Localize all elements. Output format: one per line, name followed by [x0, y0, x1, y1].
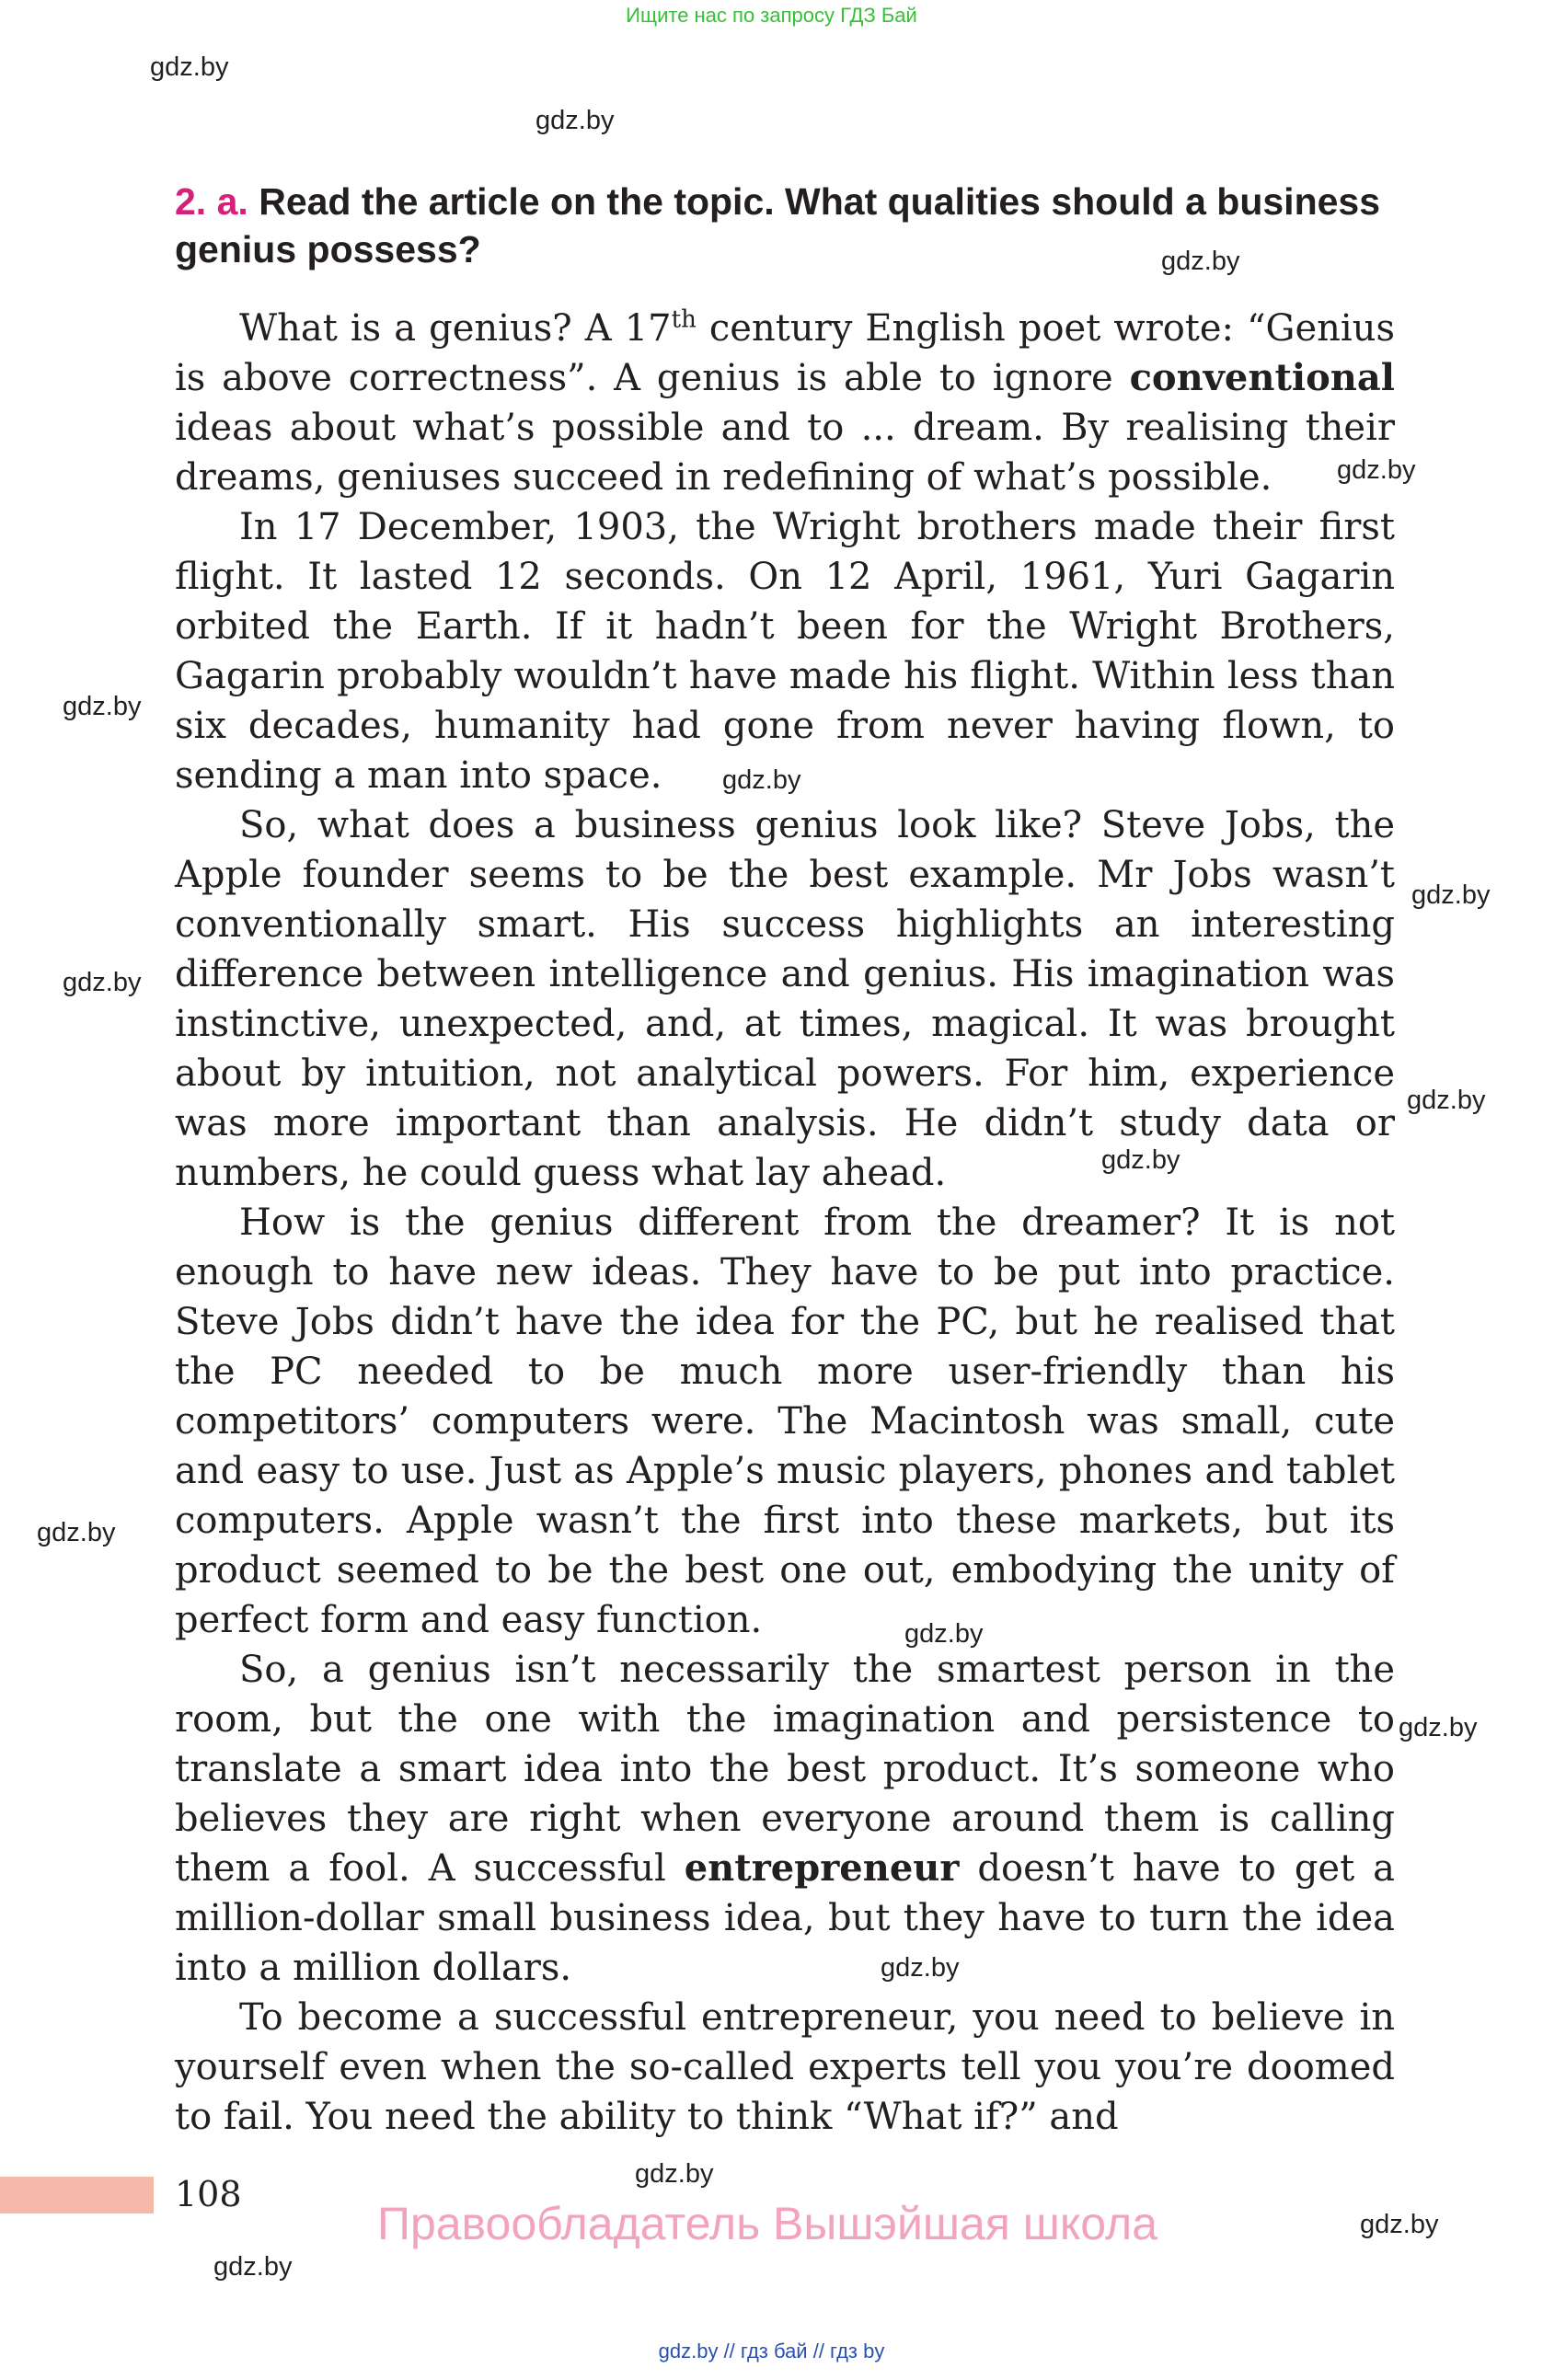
task-heading	[175, 178, 1426, 273]
page-margin-bar	[0, 2177, 154, 2213]
watermark: gdz.by	[881, 1953, 960, 1983]
watermark: gdz.by	[1161, 247, 1240, 276]
task-letter: a.	[216, 180, 248, 223]
p1-superscript: th	[671, 305, 697, 334]
article-paragraph-5	[175, 1645, 1395, 1993]
p5-text-a: So, a genius isn’t necessarily the smartest person in the room, but the one with the imagination and persistence to translate a smart idea into the best product. It’s someone who believes they are right when everyone around them is calling them a fool. A successful	[175, 1649, 1395, 1890]
task-text: Read the article on the topic. What qualities should a business genius possess?	[175, 180, 1381, 270]
watermark: gdz.by	[1399, 1713, 1478, 1742]
watermark: gdz.by	[635, 2159, 714, 2189]
task-number: 2.	[175, 180, 207, 223]
keyword-conventional: conventional	[1129, 356, 1395, 399]
bottom-links[interactable]: gdz.by // гдз бай // гдз by	[658, 2340, 885, 2363]
page-number: 108	[175, 2174, 242, 2214]
p1-text-a: What is a genius? A 17	[239, 307, 672, 350]
watermark: gdz.by	[722, 765, 801, 795]
watermark: gdz.by	[63, 692, 142, 721]
p5-text-b: doesn’t have to get a million-dollar small business idea, but they have to turn the idea into a million dollars.	[175, 1847, 1395, 1989]
watermark: gdz.by	[213, 2252, 293, 2282]
watermark: gdz.by	[63, 968, 142, 997]
watermark: gdz.by	[535, 106, 615, 135]
watermark: gdz.by	[1360, 2210, 1439, 2239]
article-body	[175, 304, 1395, 2142]
p1-text-b: century English poet wrote: “Genius is above correctness”. A genius is able to ignore	[175, 307, 1396, 399]
article-paragraph-4: How is the genius different from the dreamer? It is not enough to have new ideas. They have to be put into practice. Steve Jobs didn’t have the idea for the PC, but he realised that the PC needed to be much more user-friendly than his competitors’ computers were. The Macintosh was small, cute and easy to use. Just as Apple’s music players, phones and tablet computers. Apple wasn’t the first into these markets, but its product seemed to be the best one out, embodying the unity of perfect form and easy function.	[175, 1201, 1395, 1641]
p1-text-c: ideas about what’s possible and to ... dream. By realising their dreams, geniuses succeed in redefining of what’s possible.	[175, 407, 1395, 499]
rights-holder: Правообладатель Вышэйшая школа	[377, 2198, 1157, 2249]
article-paragraph-1	[175, 304, 1395, 502]
article-paragraph-6: To become a successful entrepreneur, you need to believe in yourself even when the so-called experts tell you you’re doomed to fail. You need the ability to think “What if?” and	[175, 1996, 1395, 2138]
watermark: gdz.by	[1337, 455, 1416, 485]
watermark: gdz.by	[1407, 1086, 1486, 1115]
article-paragraph-3: So, what does a business genius look like? Steve Jobs, the Apple founder seems to be the best example. Mr Jobs wasn’t conventionally smart. His success highlights an interesting difference between intelligence and genius. His imagination was instinctive, unexpected, and, at times, magical. It was brought about by intuition, not analytical powers. For him, experience was more important than analysis. He didn’t study data or numbers, he could guess what lay ahead.	[175, 804, 1395, 1194]
watermark: gdz.by	[150, 52, 229, 82]
watermark: gdz.by	[904, 1619, 984, 1649]
top-banner[interactable]: Ищите нас по запросу ГДЗ Бай	[626, 4, 917, 27]
article-paragraph-2: In 17 December, 1903, the Wright brothers made their first flight. It lasted 12 seconds. On 12 April, 1961, Yuri Gagarin orbited the Earth. If it hadn’t been for the Wright Brothers, Gagarin probably wouldn’t have made his flight. Within less than six decades, humanity had gone from never having flown, to sending a man into space.	[175, 506, 1395, 797]
watermark: gdz.by	[1411, 880, 1491, 910]
watermark: gdz.by	[37, 1518, 116, 1547]
keyword-entrepreneur: entrepreneur	[684, 1846, 960, 1890]
watermark: gdz.by	[1101, 1145, 1180, 1175]
